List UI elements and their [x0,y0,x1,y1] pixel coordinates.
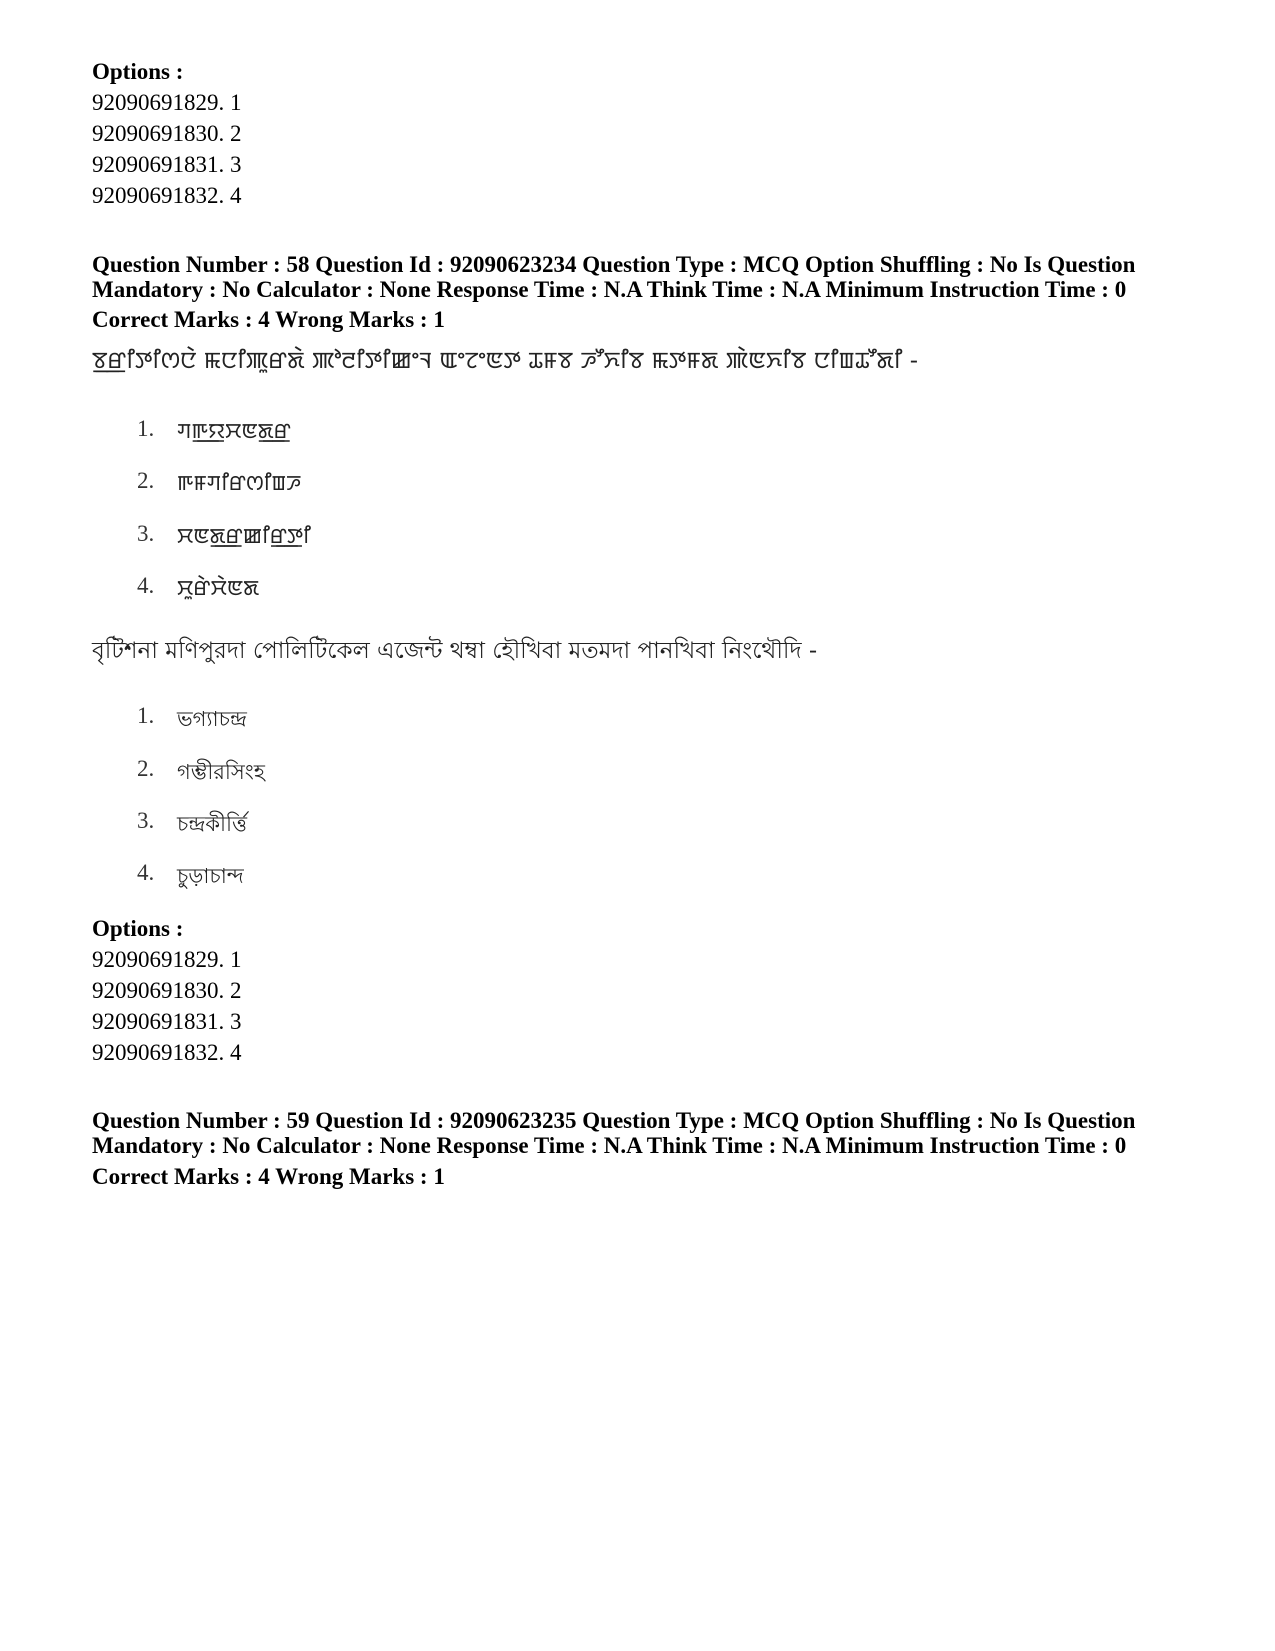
meitei-choice-text: ꯚꯒ꯭ꯌꯆꯟꯗ꯭ꯔ [177,419,291,443]
option-id-line: 92090691832. 4 [92,1040,242,1065]
meitei-choice-number: 3. [137,521,155,546]
option-id-line: 92090691832. 4 [92,183,242,208]
options-block-2 [92,913,242,1068]
meitei-choice-number: 4. [137,573,155,598]
options-heading: Options : [92,59,184,84]
meitei-choice-text: ꯆꯟꯗ꯭ꯔꯀꯤꯔ꯭ꯇꯤ [177,524,311,548]
meitei-choice-text: ꯒꯝꯚꯤꯔꯁꯤꯡꯍ [177,471,302,495]
question-58-marks: Correct Marks : 4 Wrong Marks : 1 [92,307,445,332]
question-58-meitei-text: ꯕ꯭ꯔꯤꯇꯤꯁꯅꯥ ꯃꯅꯤꯄꯨꯔꯗꯥ ꯄꯣꯂꯤꯇꯤꯀꯦꯜ ꯑꯦꯖꯦꯟꯇ ꯊꯝꯕ ꯍꯧꯈꯤꯕ ꯃꯇꯝꯗ ꯄꯥꯟꯈꯤꯕ ꯅꯤꯡꯊꯧꯗꯤ - [92,348,918,374]
question-58-bengali-text: বৃটিশনা মণিপুরদা পোলিটিকেল এজেন্ট থম্বা হৌখিবা মতমদা পানখিবা নিংথৌদি - [92,638,818,664]
bengali-choice-number: 4. [137,860,155,885]
question-58-header: Question Number : 58 Question Id : 92090623234 Question Type : MCQ Option Shuffling : No Is Question Mandatory : No Calculator : None Response Time : N.A Think Time : N.A Minimum Instruction Time : 0 [92,252,1136,302]
bengali-choice-text: চুড়াচান্দ [177,864,244,888]
option-id-line: 92090691829. 1 [92,90,242,115]
option-id-line: 92090691831. 3 [92,1009,242,1034]
question-59-marks: Correct Marks : 4 Wrong Marks : 1 [92,1164,445,1189]
question-59-header: Question Number : 59 Question Id : 92090623235 Question Type : MCQ Option Shuffling : No Is Question Mandatory : No Calculator : None Response Time : N.A Think Time : N.A Minimum Instruction Time : 0 [92,1108,1136,1158]
meitei-choice-number: 2. [137,468,155,493]
option-id-line: 92090691831. 3 [92,152,242,177]
option-id-line: 92090691830. 2 [92,978,242,1003]
options-heading: Options : [92,916,184,941]
bengali-choice-text: গম্ভীরসিংহ [177,760,265,784]
meitei-choice-text: ꯆꯨꯔꯥꯆꯥꯟꯗ [177,576,260,600]
bengali-choice-number: 2. [137,756,155,781]
meitei-choice-number: 1. [137,416,155,441]
bengali-choice-number: 1. [137,703,155,728]
options-block-1 [92,56,242,211]
bengali-choice-text: ভগ্যাচন্দ্র [177,707,247,731]
bengali-choice-text: চন্দ্রকীর্ত্তি [177,812,248,836]
option-id-line: 92090691830. 2 [92,121,242,146]
option-id-line: 92090691829. 1 [92,947,242,972]
bengali-choice-number: 3. [137,808,155,833]
